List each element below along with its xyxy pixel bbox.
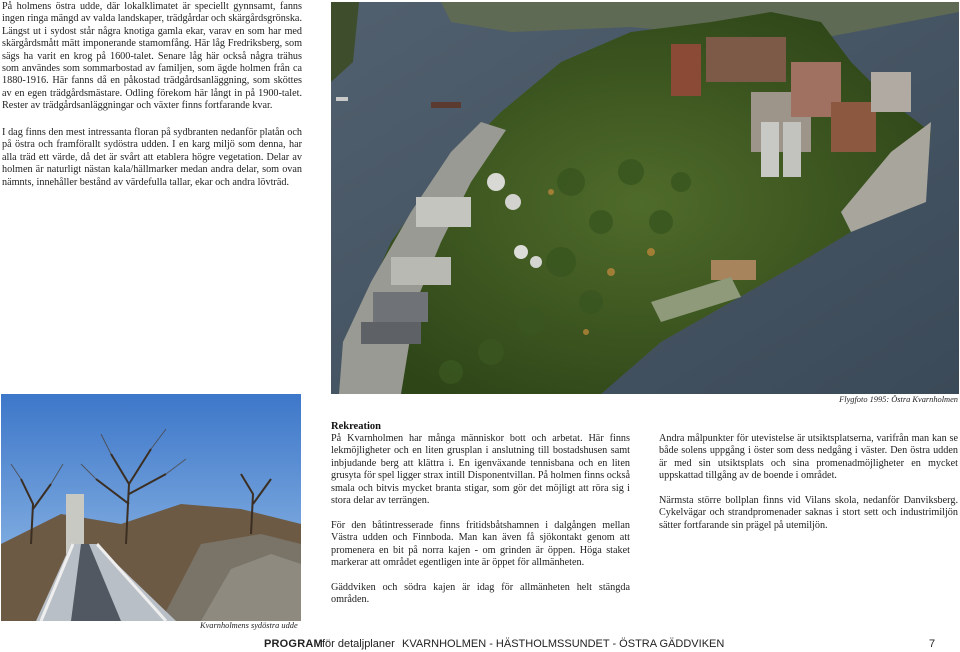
recreation-paragraph-3: Gäddviken och södra kajen är idag för allmänheten helt stängda områden. — [331, 582, 630, 606]
aerial-photo — [331, 2, 959, 394]
ballfield-paragraph: Närmsta större bollplan finns vid Vilans skola, nedanför Danviksberg. Cykelvägar och strandpromenader saknas i stort sett och industrimiljön sätter fortfarande sin prägel på utemiljön. — [659, 495, 958, 531]
recreation-heading: Rekreation — [331, 421, 381, 432]
recreation-paragraph-1: På Kvarnholmen har många människor bott och arbetat. Här finns lekmöjligheter och en liten grusplan i anslutning till bostadshusen samt inbjudande berg att klättra i. En igenväxande tennisbana och en liten grusyta för spel ligger strax intill Disponentvillan. På holmen finns också smala och bitvis mycket branta stigar, som gör det möjligt att röra sig i stora delar av terrängen. — [331, 433, 630, 507]
footer-program: PROGRAM — [264, 638, 323, 650]
intro-paragraph: På holmens östra udde, där lokalklimatet är speciellt gynnsamt, fanns ingen ringa mängd av valda landskaper, trädgårdar och skärgårdsgrönska. Längst ut i sydost står några knotiga gamla ekar, varav en som har med skärgårdsmått mätt imponerande stamomfång. Här låg Fredriksberg, som sägs ha varit en krog på 1600-talet. Senare låg här också några trähus som användes som sommarbostad av familjen, som ägde holmen från ca 1880-1916. Här fanns då en påkostad trädgårdsanläggning, som sköttes av en egen trädgårdsmästare. Odling förekom här långt in på 1900-talet. Rester av trädgårdsanläggningar och växter finns fortfarande kvar. — [2, 1, 302, 112]
aerial-photo-caption: Flygfoto 1995: Östra Kvarnholmen — [839, 395, 958, 404]
flora-paragraph: I dag finns den mest intressanta floran på sydbranten nedanför platån och på östra och framförallt sydöstra udden. I en karg miljö som denna, har alla träd ett värde, då det är svårt att etablera högre vegetation. Delar av holmen är naturligt nästan kala/hällmarker medan andra delar, som ovan nämnts, innehåller bestånd av värdefulla tallar, ekar och andra lövträd. — [2, 127, 302, 188]
page-number: 7 — [929, 638, 936, 650]
footer-for-text: för detaljplaner — [322, 638, 395, 650]
recreation-paragraph-2: För den båtintresserade finns fritidsbåtshamnen i dalgången mellan Västra udden och Finnboda. Man kan även få sjökontakt genom att promenera en bit på norra kajen - om grinden är öppen. Höga staket markerar att området egentligen inte är öppet för allmänheten. — [331, 520, 630, 569]
page-footer — [0, 638, 960, 652]
footer-title: KVARNHOLMEN - HÄSTHOLMSSUNDET - ÖSTRA GÄDDVIKEN — [402, 638, 725, 650]
udde-photo-caption: Kvarnholmens sydöstra udde — [200, 621, 298, 630]
udde-photo — [1, 394, 301, 621]
destinations-paragraph: Andra målpunkter för utevistelse är utsiktsplatserna, varifrån man kan se både solens uppgång i öster som dess nedgång i väster. Den östra udden är med sin utsiktsplats och sina promenadmöjligheter en mycket uppskattad tillgång av de boende i området. — [659, 433, 958, 482]
